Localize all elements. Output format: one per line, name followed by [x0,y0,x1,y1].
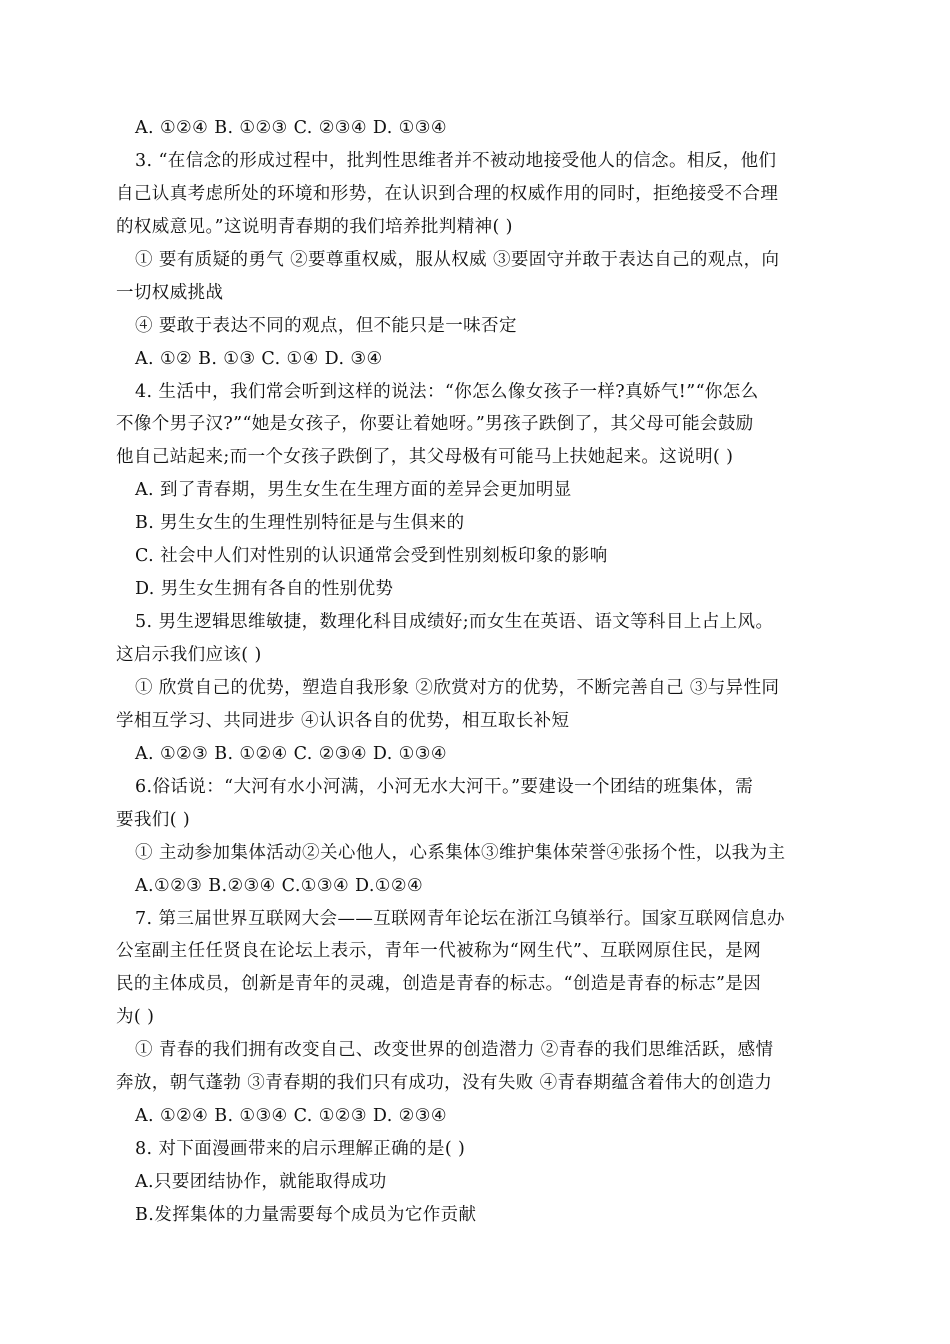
exam-page-text [116,112,834,1232]
text-line: 为( ) [116,1007,155,1028]
text-line: 4. 生活中，我们常会听到这样的说法：“你怎么像女孩子一样?真娇气!”“你怎么 [135,381,759,402]
text-line: A. ①② B. ①③ C. ①④ D. ③④ [135,348,383,369]
text-line: 不像个男子汉?”“她是女孩子，你要让着她呀。”男孩子跌倒了，其父母可能会鼓励 [116,414,754,435]
text-line: 公室副主任任贤良在论坛上表示，青年一代被称为“网生代”、互联网原住民，是网 [116,941,762,962]
text-line: ① 主动参加集体活动②关心他人，心系集体③维护集体荣誉④张扬个性，以我为主 [135,842,786,863]
text-line: D. 男生女生拥有各自的性别优势 [135,579,394,600]
text-line: 民的主体成员，创新是青年的灵魂，创造是青春的标志。“创造是青春的标志”是因 [116,974,762,995]
text-line: 3. “在信念的形成过程中，批判性思维者并不被动地接受他人的信念。相反，他们 [135,150,777,171]
text-line: A. ①②④ B. ①③④ C. ①②③ D. ②③④ [135,1106,447,1127]
text-line: ① 要有质疑的勇气 ②要尊重权威，服从权威 ③要固守并敢于表达自己的观点，向 [135,249,780,270]
text-line: ④ 要敢于表达不同的观点，但不能只是一味否定 [135,315,517,336]
text-line: 7. 第三届世界互联网大会——互联网青年论坛在浙江乌镇举行。国家互联网信息办 [135,908,785,929]
text-line: C. 社会中人们对性别的认识通常会受到性别刻板印象的影响 [135,546,608,567]
text-line: A. ①②③ B. ①②④ C. ②③④ D. ①③④ [135,743,447,764]
text-line: 5. 男生逻辑思维敏捷，数理化科目成绩好;而女生在英语、语文等科目上占上风。 [135,612,774,633]
text-line: 他自己站起来;而一个女孩子跌倒了，其父母极有可能马上扶她起来。这说明( ) [116,447,734,468]
text-line: 学相互学习、共同进步 ④认识各自的优势，相互取长补短 [116,710,570,731]
text-line: A.①②③ B.②③④ C.①③④ D.①②④ [135,875,424,896]
text-line: A.只要团结协作，就能取得成功 [135,1172,387,1192]
text-line: 自己认真考虑所处的环境和形势，在认识到合理的权威作用的同时，拒绝接受不合理 [116,183,779,204]
text-line: 8. 对下面漫画带来的启示理解正确的是( ) [135,1139,466,1160]
text-line: 要我们( ) [116,809,191,830]
text-line: 的权威意见。”这说明青春期的我们培养批判精神( ) [116,216,513,237]
text-line: ① 青春的我们拥有改变自己、改变世界的创造潜力 ②青春的我们思维活跃，感情 [135,1040,774,1061]
text-line: 一切权威挑战 [116,282,224,303]
text-line: ① 欣赏自己的优势，塑造自我形象 ②欣赏对方的优势，不断完善自己 ③与异性同 [135,677,780,698]
text-line: A. 到了青春期，男生女生在生理方面的差异会更加明显 [135,480,572,501]
text-line: B.发挥集体的力量需要每个成员为它作贡献 [135,1204,477,1225]
text-line: B. 男生女生的生理性别特征是与生俱来的 [135,513,465,534]
text-line: A. ①②④ B. ①②③ C. ②③④ D. ①③④ [135,118,447,138]
text-line: 奔放，朝气蓬勃 ③青春期的我们只有成功，没有失败 ④青春期蕴含着伟大的创造力 [116,1073,773,1094]
text-line: 这启示我们应该( ) [116,645,262,665]
text-line: 6.俗话说：“大河有水小河满，小河无水大河干。”要建设一个团结的班集体，需 [135,776,754,797]
